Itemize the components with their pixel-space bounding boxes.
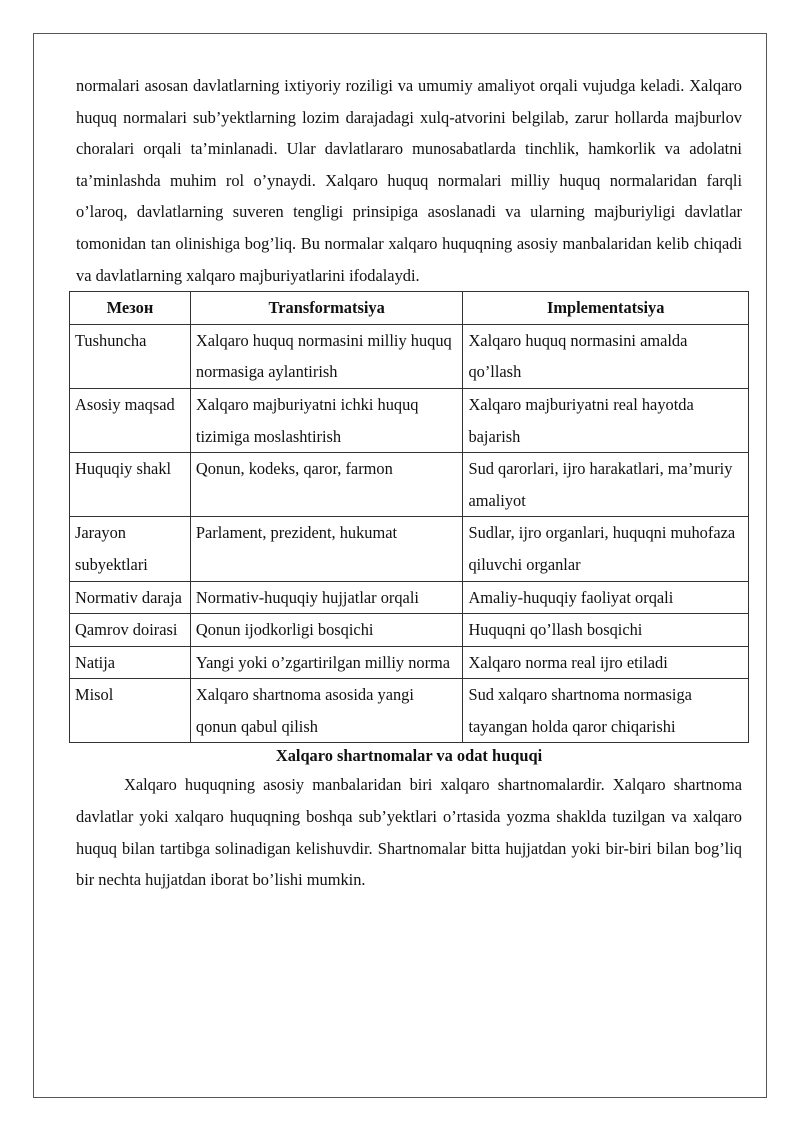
table-row [70,453,749,517]
table-cell: Xalqaro huquq normasini amalda qo’llash [463,324,749,388]
table-cell: Normativ-huquqiy hujjatlar orqali [190,581,463,614]
table-row [70,324,749,388]
table-cell: Xalqaro huquq normasini milliy huquq normasiga aylantirish [190,324,463,388]
table-cell: Normativ daraja [70,581,191,614]
table-row [70,614,749,647]
table-row [70,646,749,679]
table-row [70,679,749,743]
header-implementation: Implementatsiya [463,292,749,325]
table-cell: Tushuncha [70,324,191,388]
table-cell: Yangi yoki o’zgartirilgan milliy norma [190,646,463,679]
table-cell: Xalqaro norma real ijro etiladi [463,646,749,679]
table-cell: Xalqaro majburiyatni ichki huquq tizimiga moslashtirish [190,388,463,452]
table-cell: Qonun, kodeks, qaror, farmon [190,453,463,517]
table-cell: Parlament, prezident, hukumat [190,517,463,581]
table-cell: Sud xalqaro shartnoma normasiga tayangan holda qaror chiqarishi [463,679,749,743]
table-cell: Misol [70,679,191,743]
section-heading: Xalqaro shartnomalar va odat huquqi [275,746,543,766]
header-criterion: Мезон [70,292,191,325]
table-cell: Natija [70,646,191,679]
table-cell: Xalqaro majburiyatni real hayotda bajarish [463,388,749,452]
document-body [76,70,742,896]
table-row [70,388,749,452]
table-cell: Asosiy maqsad [70,388,191,452]
table-row [70,517,749,581]
table-cell: Sud qarorlari, ijro harakatlari, ma’muriy amaliyot [463,453,749,517]
table-header-row [70,292,749,325]
section-paragraph: Xalqaro huquqning asosiy manbalaridan biri xalqaro shartnomalardir. Xalqaro shartnoma davlatlar yoki xalqaro huquqning boshqa sub’yektlari o’rtasida yozma shaklda tuzilgan va xalqaro huquq bilan tartibga solinadigan kelishuvdir. Shartnomalar bitta hujjatdan yoki bir-biri bilan bog’liq bir nechta hujjatdan iborat bo’lishi mumkin. [76,775,742,890]
table-cell: Jarayon subyektlari [70,517,191,581]
table-cell: Qamrov doirasi [70,614,191,647]
table-row [70,581,749,614]
table-cell: Huquqni qo’llash bosqichi [463,614,749,647]
table-cell: Amaliy-huquqiy faoliyat orqali [463,581,749,614]
table-cell: Xalqaro shartnoma asosida yangi qonun qabul qilish [190,679,463,743]
table-cell: Qonun ijodkorligi bosqichi [190,614,463,647]
comparison-table [69,291,749,743]
intro-paragraph: normalari asosan davlatlarning ixtiyoriy roziligi va umumiy amaliyot orqali vujudga keladi. Xalqaro huquq normalari sub’yektlarning lozim darajadagi xulq-atvorini belgilab, zarur hollarda majburlov choralari orqali ta’minlanadi. Ular davlatlararo munosabatlarda tinchlik, hamkorlik va adolatni ta’minlashda muhim rol o’ynaydi. Xalqaro huquq normalari milliy huquq normalaridan farqli o’laroq, davlatlarning suveren tengligi prinsipiga asoslanadi va ularning majburiyligi davlatlar tomonidan tan olinishiga bog’liq. Bu normalar xalqaro huquqning asosiy manbalaridan kelib chiqadi va davlatlarning xalqaro majburiyatlarini ifodalaydi. [76,76,742,285]
table-cell: Huquqiy shakl [70,453,191,517]
table-cell: Sudlar, ijro organlari, huquqni muhofaza qiluvchi organlar [463,517,749,581]
header-transformation: Transformatsiya [190,292,463,325]
